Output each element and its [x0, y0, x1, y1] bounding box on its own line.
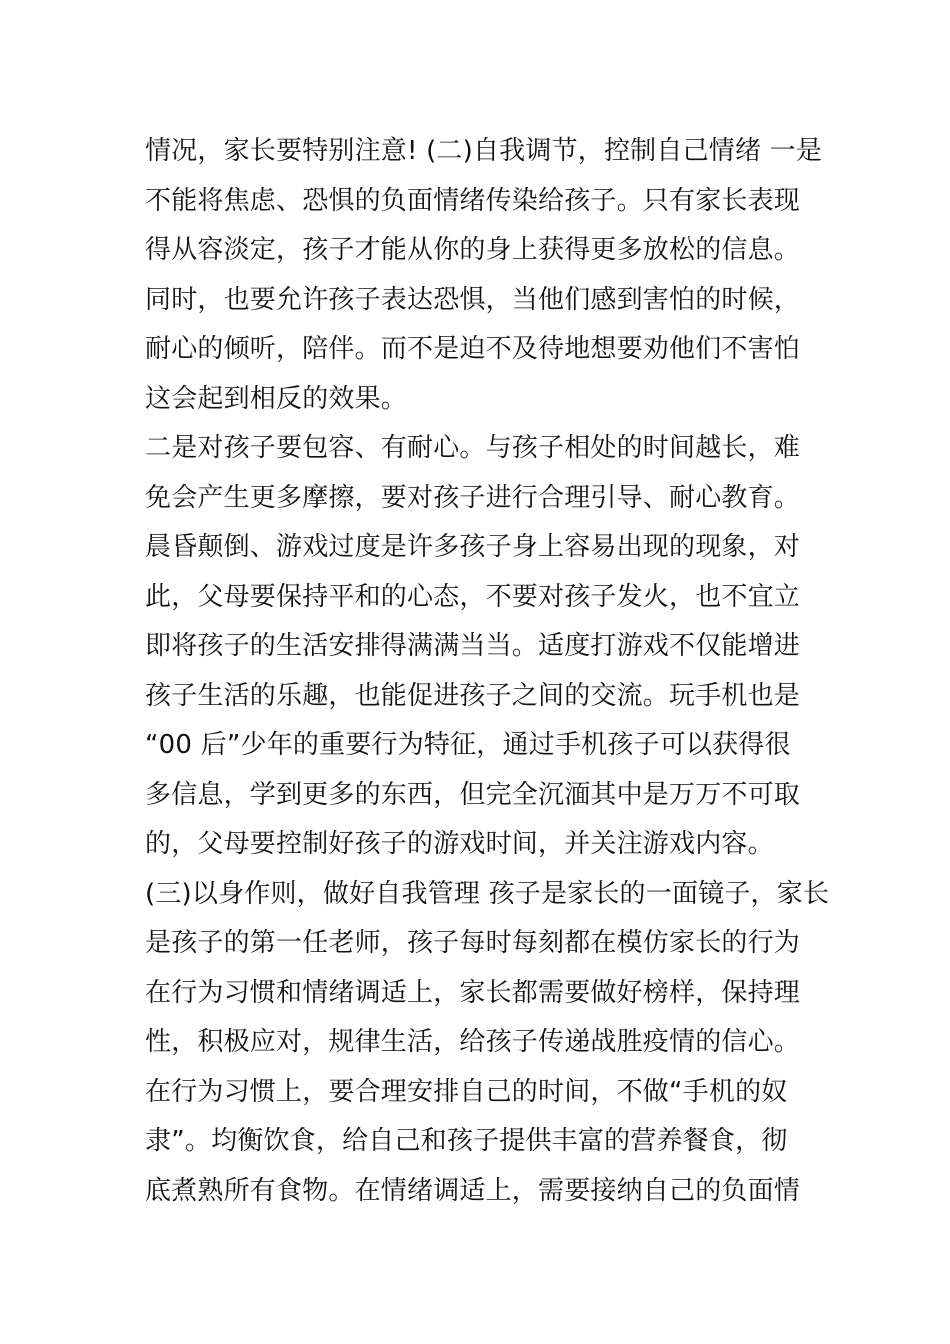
text-line: 晨昏颠倒、游戏过度是许多孩子身上容易出现的现象，对: [145, 532, 801, 562]
text-line: 情况，家长要特别注意! (二)自我调节，控制自己情绪 一是: [145, 136, 823, 166]
text-line: 免会产生更多摩擦，要对孩子进行合理引导、耐心教育。: [145, 482, 801, 513]
text-line: 这会起到相反的效果。: [145, 383, 408, 414]
text-line: 即将孩子的生活安排得满满当当。适度打游戏不仅能增进: [145, 631, 801, 661]
body-text: [145, 127, 830, 1216]
text-line: 在行为习惯上，要合理安排自己的时间，不做“手机的奴: [145, 1076, 788, 1107]
text-line: (三)以身作则，做好自我管理 孩子是家长的一面镜子，家长: [145, 878, 830, 909]
text-line: “00 后”少年的重要行为特征，通过手机孩子可以获得很: [145, 730, 791, 760]
text-line: 在行为习惯和情绪调适上，家长都需要做好榜样，保持理: [145, 977, 801, 1008]
text-line: 同时，也要允许孩子表达恐惧，当他们感到害怕的时候，: [145, 284, 801, 315]
text-line: 得从容淡定，孩子才能从你的身上获得更多放松的信息。: [145, 235, 801, 265]
text-line: 耐心的倾听，陪伴。而不是迫不及待地想要劝他们不害怕: [145, 334, 801, 364]
text-line: 孩子生活的乐趣，也能促进孩子之间的交流。玩手机也是: [145, 680, 801, 711]
text-line: 不能将焦虑、恐惧的负面情绪传染给孩子。只有家长表现: [145, 185, 801, 216]
text-line: 此，父母要保持平和的心态，不要对孩子发火，也不宜立: [145, 581, 801, 612]
text-line: 二是对孩子要包容、有耐心。与孩子相处的时间越长，难: [145, 433, 801, 463]
text-line: 性，积极应对，规律生活，给孩子传递战胜疫情的信心。: [145, 1027, 801, 1057]
text-line: 的，父母要控制好孩子的游戏时间，并关注游戏内容。: [145, 829, 774, 859]
text-line: 底煮熟所有食物。在情绪调适上，需要接纳自己的负面情: [145, 1175, 801, 1206]
text-line: 多信息，学到更多的东西，但完全沉湎其中是万万不可取: [145, 779, 801, 810]
text-line: 隶”。均衡饮食，给自己和孩子提供丰富的营养餐食，彻: [145, 1126, 788, 1156]
text-line: 是孩子的第一任老师，孩子每时每刻都在模仿家长的行为: [145, 928, 801, 958]
